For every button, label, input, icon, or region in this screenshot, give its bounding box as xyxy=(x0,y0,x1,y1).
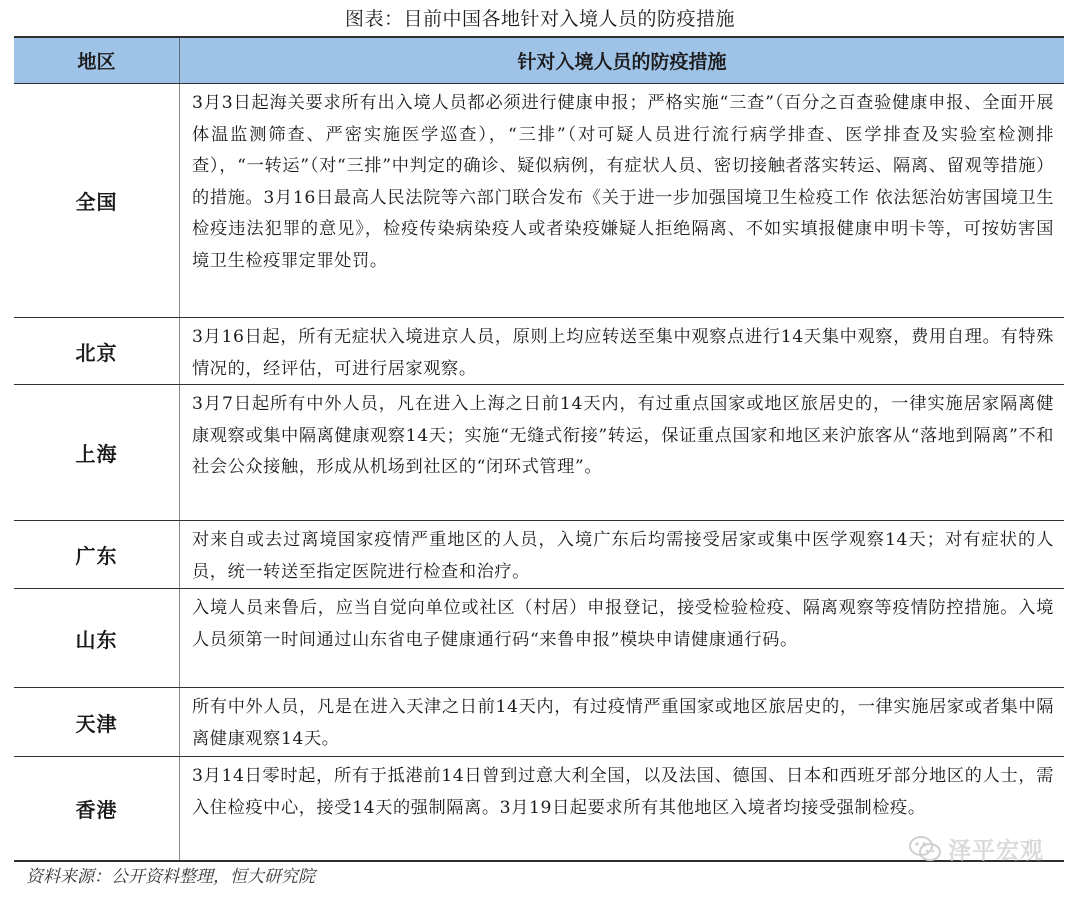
measure-cell: 3月14日零时起，所有于抵港前14日曾到过意大利全国，以及法国、德国、日本和西班牙部分地区的人士，需入住检疫中心，接受14天的强制隔离。3月19日起要求所有其他地区入境者均接受强制检疫。 xyxy=(192,766,1054,818)
region-cell: 上海 xyxy=(14,385,180,520)
region-cell: 全国 xyxy=(14,84,180,317)
measure-cell: 所有中外人员，凡是在进入天津之日前14天内，有过疫情严重国家或地区旅居史的，一律实施居家或者集中隔离健康观察14天。 xyxy=(192,697,1054,749)
table-title: 图表：目前中国各地针对入境人员的防疫措施 xyxy=(344,8,735,30)
measure-cell: 对来自或去过离境国家疫情严重地区的人员，入境广东后均需接受居家或集中医学观察14天；对有症状的人员，统一转送至指定医院进行检查和治疗。 xyxy=(192,530,1054,582)
measure-cell: 3月3日起海关要求所有出入境人员都必须进行健康申报；严格实施“三查”（百分之百查验健康申报、全面开展体温监测筛查、严密实施医学巡查），“三排”（对可疑人员进行流行病学排查、医学排查及实验室检测排查），“一转运”（对“三排”中判定的确诊、疑似病例，有症状人员、密切接触者落实转运、隔离、留观等措施）的措施。3月16日最高人民法院等六部门联合发布《关于进一步加强国境卫生检疫工作 依法惩治妨害国境卫生检疫违法犯罪的意见》，检疫传染病染疫人或者染疫嫌疑人拒绝隔离、不如实填报健康申明卡等，可按妨害国境卫生检疫罪定罪处罚。 xyxy=(192,93,1054,271)
header-measures: 针对入境人员的防疫措施 xyxy=(517,51,727,73)
region-cell: 北京 xyxy=(14,318,180,384)
measure-cell: 3月16日起，所有无症状入境进京人员，原则上均应转送至集中观察点进行14天集中观察，费用自理。有特殊情况的，经评估，可进行居家观察。 xyxy=(192,327,1054,379)
table-row xyxy=(14,521,1064,589)
wechat-icon xyxy=(908,835,942,863)
region-cell: 广东 xyxy=(14,521,180,588)
measure-cell: 3月7日起所有中外人员，凡在进入上海之日前14天内，有过重点国家或地区旅居史的，一律实施居家隔离健康观察或集中隔离健康观察14天；实施“无缝式衔接”转运，保证重点国家和地区来沪旅客从“落地到隔离”不和社会公众接触，形成从机场到社区的“闭环式管理”。 xyxy=(192,394,1054,477)
watermark xyxy=(908,832,1044,865)
table-row xyxy=(14,385,1064,521)
table-header xyxy=(14,36,1064,84)
header-region: 地区 xyxy=(14,38,180,83)
measure-cell: 入境人员来鲁后，应当自觉向单位或社区（村居）申报登记，接受检验检疫、隔离观察等疫情防控措施。入境人员须第一时间通过山东省电子健康通行码“来鲁申报”模块申请健康通行码。 xyxy=(192,598,1054,650)
region-cell: 香港 xyxy=(14,757,180,860)
table-row xyxy=(14,688,1064,757)
source-note: 资料来源：公开资料整理，恒大研究院 xyxy=(26,867,315,887)
measures-table xyxy=(14,36,1064,862)
table-row xyxy=(14,757,1064,862)
table-row xyxy=(14,589,1064,688)
table-row xyxy=(14,318,1064,385)
region-cell: 天津 xyxy=(14,688,180,756)
watermark-text: 泽平宏观 xyxy=(948,838,1044,864)
table-row xyxy=(14,84,1064,318)
region-cell: 山东 xyxy=(14,589,180,687)
